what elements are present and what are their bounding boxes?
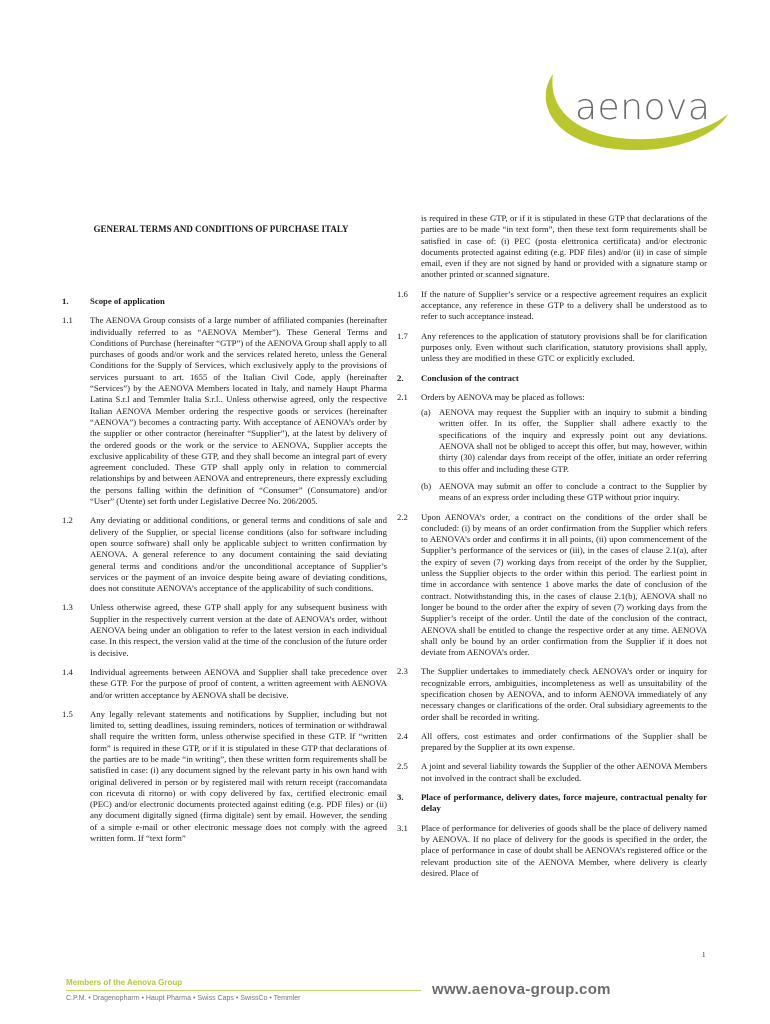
document-title: GENERAL TERMS AND CONDITIONS OF PURCHASE ITALY [93,224,349,234]
footer-members-label: Members of the Aenova Group [66,978,183,987]
footer-companies: C.P.M. • Dragenopharm • Haupt Pharma • Swiss Caps • SwissCo • Temmler [66,995,301,1002]
clause-2-1-b: (b) AENOVA may submit an offer to conclude a contract to the Supplier by means of an express order including these GTP without prior inquiry. [421,480,707,503]
clause-1-3: 1.3 Unless otherwise agreed, these GTP shall apply for any subsequent business with Supplier in the respectively current version at the date of AENOVA’s order, without AENOVA being under an obligation to refer to the latest version in each individual case. In this respect, the version valid at the time of the conclusion of the future order is decisive. [62,602,387,658]
clause-1-6: 1.6 If the nature of Supplier’s service or a respective agreement requires an explicit acceptance, any reference in these GTP to a delivery shall be understood as to refer to such acceptance instead. [397,288,707,322]
clause-1-2: 1.2 Any deviating or additional conditions, or general terms and conditions of sale and delivery of the Supplier, or special license conditions (also for software including open source software) shall only be applicable subject to written confirmation by AENOVA. A general reference to any document containing the said deviating general terms and conditions and/or the unconditional acceptance of Supplier’s services or the payment of an invoice despite being aware of deviating conditions, does not constitute AENOVA’s acceptance of the applicability of such conditions. [62,515,387,594]
right-column [397,213,707,887]
clause-2-2: 2.2 Upon AENOVA’s order, a contract on the conditions of the order shall be concluded: (i) by means of an order confirmation from the Supplier which refers to AENOVA’s order and confirms it in all points, (ii) upon commencement of the Supplier’s performance of the services or (iii), in the cases of clause 2.1(a), after the expiry of seven (7) working days from receipt of the order by the Supplier, unless the Supplier objects to the order within this period. The earliest point in time in accordance with sentence 1 above marks the date of conclusion of the contract. Notwithstanding this, in the cases of clause 2.1(b), AENOVA shall no longer be bound to the order after the expiry of seven (7) working days from the Supplier’s receipt of the order. Until the date of the conclusion of the contract, AENOVA shall be entitled to change the respective order at any time. AENOVA shall only be bound by an order confirmation from the Supplier if it does not deviate from AENOVA’s order. [397,511,707,658]
clause-1-1: 1.1 The AENOVA Group consists of a large number of affiliated companies (hereinafter individually referred to as “AENOVA Member”). These General Terms and Conditions of Purchase (hereinafter “GTP”) of the AENOVA Group shall apply to all purchases of goods and/or work and the services related hereto, unless the General Conditions for the Supply of Services, which exclusively apply to the provisions of services pursuant to art. 1655 of the Italian Civil Code, apply (hereinafter “Services”) by the AENOVA Members located in Italy, and namely Haupt Pharma Latina S.r.l and Temmler Italia S.r.l.. Unless otherwise agreed, only the respective Italian AENOVA Member ordering the respective goods or services (hereinafter “AENOVA”) becomes a contracting party. With acceptance of AENOVA’s order by the supplier or other contractor (hereinafter “Supplier”), at the latest by delivery of the ordered goods or the work or the service to AENOVA, Supplier accepts the exclusive applicability of these GTP, and they shall become an integral part of every agreement concluded. These GTP shall apply only in relation to commercial relationships by and between AENOVA and entrepreneurs, there expressly excluding the persons falling within the definition of “Consumer” (Consumatore) and/or “User” (Utente) set forth under Legislative Decree No. 206/2005. [62,315,387,507]
aenova-logo-text: aenova [575,87,711,128]
clause-2-5: 2.5 A joint and several liability towards the Supplier of the other AENOVA Members not involved in the contract shall be excluded. [397,761,707,783]
clause-1-5: 1.5 Any legally relevant statements and notifications by Supplier, including but not limited to, setting deadlines, issuing reminders, notices of termination or withdrawal shall require the written form, unless otherwise specified in these GTP. If “written form” is required in these GTP, or if it is stipulated in these GTP that declarations of the parties are to be made “in writing”, then these written form requirements shall be satisfied in case: (i) any document signed by the relevant party in his own hand with original delivered in person or by registered mail with return receipt (raccomandata con ricevuta di ritorno) or with copy delivered by fax, certified electronic email (PEC) and/or electronic documents protected against editing (e.g. PDF files) or (ii) any document digitally signed (firma digitale) sent by email. However, the sending of a simple e-mail or other electronic message does not comply with the agreed written form. If “text form” [62,708,387,844]
page-number: 1 [702,951,706,959]
section-3-heading: 3. Place of performance, delivery dates, force majeure, contractual penalty for delay [397,792,707,814]
section-1-heading: 1. Scope of application [62,296,165,306]
clause-1-7: 1.7 Any references to the application of statutory provisions shall be for clarification purposes only. Even without such clarification, statutory provisions shall apply, unless they are modified in these GTC or explicitly excluded. [397,330,707,364]
section-2-heading: 2. Conclusion of the contract [397,372,519,383]
clause-2-4: 2.4 All offers, cost estimates and order confirmations of the Supplier shall be prepared by the Supplier at its own expense. [397,730,707,753]
clause-3-1: 3.1 Place of performance for deliveries of goods shall be the place of delivery named by AENOVA. If no place of delivery for the goods is specified in the order, the place of performance in case of doubt shall be AENOVA’s registered office or the relevant production site of the AENOVA Member, where delivery is clearly desired. Place of [397,822,707,878]
clause-2-3: 2.3 The Supplier undertakes to immediately check AENOVA’s order or inquiry for recognizable errors, ambiguities, incompleteness as well as unsuitability of the specification chosen by AENOVA, and to inform AENOVA immediately of any necessary changes or clarifications of the order. Oral subsidiary agreements to the order shall be recorded in writing. [397,666,707,722]
footer-divider [66,990,421,991]
footer-website-link[interactable]: www.aenova-group.com [432,981,611,998]
clause-1-5-continued: is required in these GTP, or if it is stipulated in these GTP that declarations of the parties are to be made “in text form”, then these text form requirements shall be satisfied in case of: (i) PEC (posta elettronica certificata) and/or electronic documents protected against editing (e.g. PDF files) and/or (ii) in case of simple email, even if they are not signed by hand or provided with a signature stamp or another printed or scanned signature. [421,213,707,280]
clause-1-4: 1.4 Individual agreements between AENOVA and Supplier shall take precedence over these GTP. For the purpose of proof of content, a written agreement with AENOVA and/or written acceptance by AENOVA shall be decisive. [62,666,387,700]
clause-2-1: 2.1 Orders by AENOVA may be placed as follows: [397,391,585,402]
clause-2-1-a: (a) AENOVA may request the Supplier with an inquiry to submit a binding written offer. In its offer, the Supplier shall adhere exactly to the specifications of the inquiry and expressly point out any deviations. AENOVA shall not be obliged to accept this offer, but may, however, within thirty (30) calendar days from receipt of the offer, initiate an order referring to this offer and including these GTP. [421,407,707,474]
left-column [62,224,387,852]
